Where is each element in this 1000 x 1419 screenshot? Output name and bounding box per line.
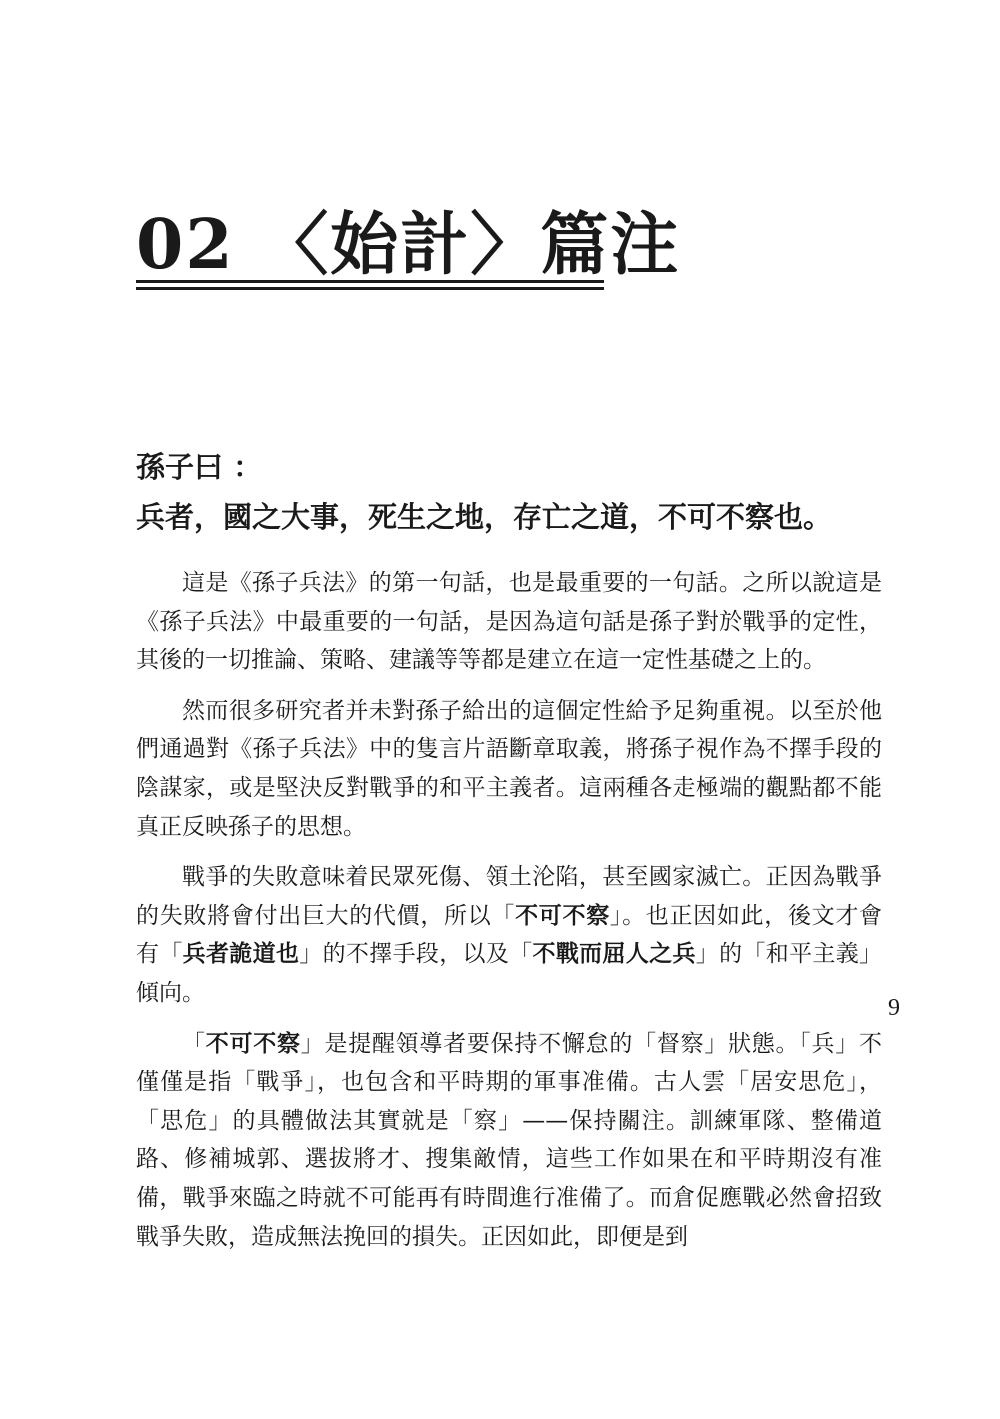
paragraph <box>136 564 882 680</box>
text-run: 「 <box>182 1030 206 1057</box>
text-run: 這是《孫子兵法》的第一句話，也是最重要的一句話。之所以說這是《孫子兵法》中最重要的一句話，是因為這句話是孫子對於戰爭的定性，其後的一切推論、策略、建議等等都是建立在這一定性基礎之上的。 <box>136 570 882 674</box>
opening-quote <box>136 442 896 542</box>
text-run: 然而很多研究者并未對孫子給出的這個定性給予足夠重視。以至於他們通過對《孫子兵法》中的隻言片語斷章取義，將孫子視作為不擇手段的陰謀家，或是堅決反對戰爭的和平主義者。這兩種各走極端的觀點都不能真正反映孫子的思想。 <box>136 697 882 840</box>
quote-text: 兵者，國之大事，死生之地，存亡之道，不可不察也。 <box>136 500 833 534</box>
emphasized-phrase: 不可不察 <box>515 901 610 929</box>
paragraph <box>136 858 882 1012</box>
paragraph <box>136 692 882 846</box>
paragraph <box>136 1025 882 1257</box>
text-run: 」的「和平主義」傾向。 <box>136 941 883 1006</box>
body-text <box>136 564 882 1268</box>
text-run: 戰爭的失敗意味着民眾死傷、領土沦陷，甚至國家滅亡。正因為戰爭的失敗將會付出巨大的代價，所以「 <box>136 864 882 929</box>
emphasized-phrase: 不可不察 <box>205 1029 301 1057</box>
text-run: 」。也正因如此，後文才會有「 <box>136 902 883 968</box>
quote-speaker: 孫子曰 ： <box>136 450 263 484</box>
emphasized-phrase: 兵者詭道也 <box>182 940 300 968</box>
text-run: 」是提醒領導者要保持不懈怠的「督察」狀態。「兵」不僅僅是指「戰爭」，也包含和平時期的軍事准備。古人雲「居安思危」，「思危」的具體做法其實就是「察」——保持關注。訓練軍隊、整備道路、修補城郭、選拔將才、搜集敵情，這些工作如果在和平時期沒有准備，戰爭來臨之時就不可能再有時間進行准備了。而倉促應戰必然會招致戰爭失敗，造成無法挽回的損失。正因如此，即便是到 <box>136 1030 883 1250</box>
title-double-rule <box>136 280 604 290</box>
page-number: 9 <box>888 995 900 1021</box>
emphasized-phrase: 不戰而屈人之兵 <box>532 940 696 968</box>
text-run: 」的不擇手段，以及「 <box>299 941 533 968</box>
chapter-title: 02 〈始計〉篇注 <box>136 205 681 285</box>
